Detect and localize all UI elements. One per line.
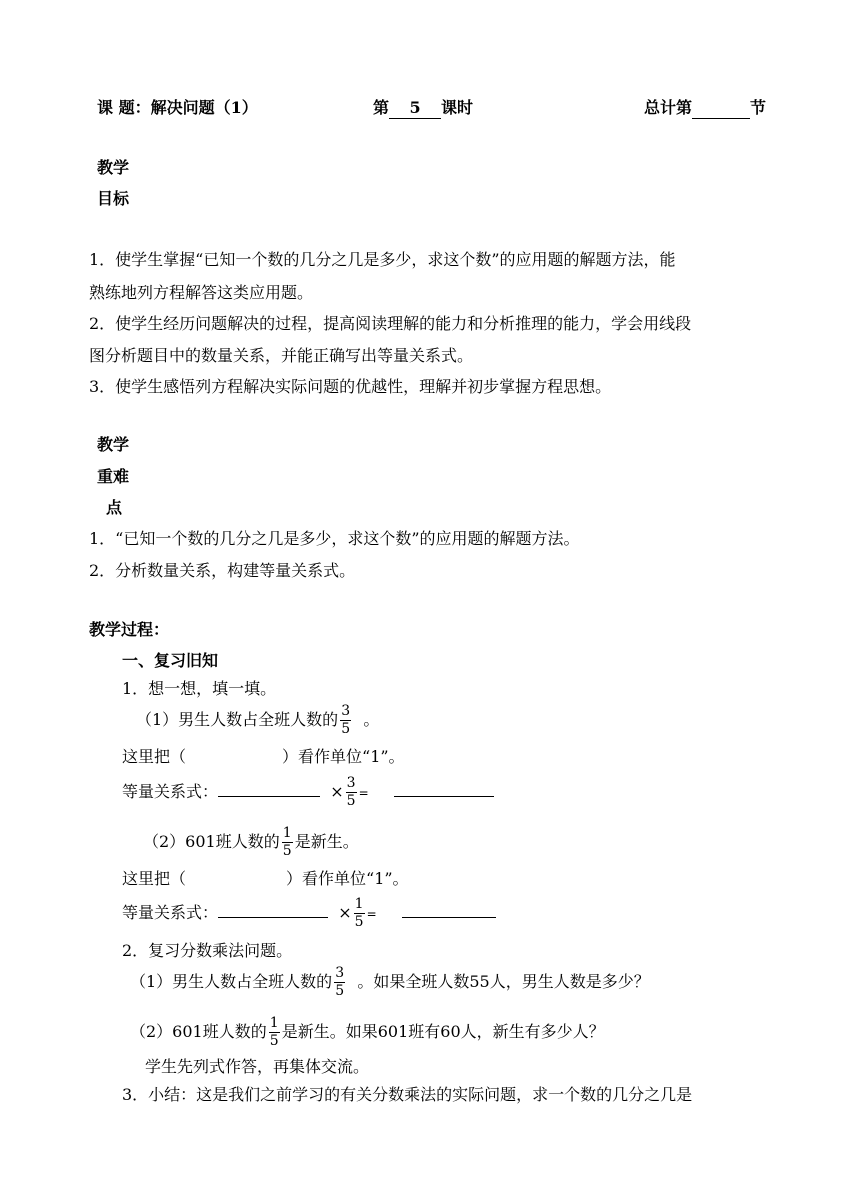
lesson-title: 课 题：解决问题（1）	[97, 98, 258, 117]
q2-unit-prefix: 这里把（	[122, 869, 187, 888]
goals-label-2: 目标	[97, 189, 130, 208]
q1-text: （1）男生人数占全班人数的	[136, 710, 339, 729]
goal-line: 3．使学生感悟列方程解决实际问题的优越性，理解并初步掌握方程思想。	[89, 377, 612, 396]
q2-eq-times: ×	[338, 903, 352, 922]
step3: 3．小结：这是我们之前学习的有关分数乘法的实际问题，求一个数的几分之几是	[122, 1085, 693, 1104]
fraction-denominator: 5	[282, 843, 292, 859]
r2-text: （2）601班人数的	[130, 1022, 267, 1041]
q1-unit-prefix: 这里把（	[122, 747, 187, 766]
q1-eq-equals: =	[358, 786, 369, 800]
q1-eq-times: ×	[330, 782, 344, 801]
q2-unit-line	[122, 868, 409, 890]
keypoints-label-1: 教学	[97, 435, 130, 454]
fraction-denominator: 5	[269, 1033, 279, 1049]
q2-line	[143, 822, 359, 862]
fraction-numerator: 3	[341, 703, 351, 719]
fraction-three-fifths	[346, 776, 357, 809]
period-prefix: 第	[373, 98, 390, 117]
lesson-period	[373, 97, 473, 119]
r1-tail: 。如果全班人数55人，男生人数是多少？	[357, 972, 650, 991]
process-title: 教学过程：	[89, 620, 170, 639]
r2-line	[130, 1012, 605, 1052]
fraction-numerator: 1	[269, 1015, 279, 1031]
q2-eq-label: 等量关系式：	[122, 903, 219, 922]
q1-tail: 。	[363, 710, 380, 729]
q1-equation-line	[122, 772, 494, 813]
total-suffix: 节	[750, 98, 767, 117]
keypoint-line: 2．分析数量关系，构建等量关系式。	[89, 561, 356, 580]
fraction-three-fifths	[340, 704, 351, 737]
r1-text: （1）男生人数占全班人数的	[130, 972, 333, 991]
fraction-denominator: 5	[354, 914, 364, 930]
q1-eq-blank-right	[394, 782, 494, 797]
lesson-total	[644, 97, 766, 119]
fraction-denominator: 5	[335, 983, 345, 999]
keypoint-line: 1．“已知一个数的几分之几是多少，求这个数”的应用题的解题方法。	[89, 529, 580, 548]
q1-eq-label: 等量关系式：	[122, 782, 219, 801]
q2-tail: 是新生。	[294, 832, 359, 851]
q1-unit-line	[122, 746, 405, 768]
total-prefix: 总计第	[644, 98, 693, 117]
r2-tail: 是新生。如果601班有60人，新生有多少人？	[281, 1022, 605, 1041]
fraction-denominator: 5	[346, 793, 356, 809]
fraction-one-fifth	[269, 1016, 280, 1049]
goal-line: 2．使学生经历问题解决的过程，提高阅读理解的能力和分析推理的能力，学会用线段	[89, 314, 692, 333]
fraction-denominator: 5	[341, 721, 351, 737]
keypoints-label-3: 点	[106, 498, 123, 517]
r1-line	[130, 962, 650, 1002]
goal-line: 1．使学生掌握“已知一个数的几分之几是多少，求这个数”的应用题的解题方法，能	[89, 250, 676, 269]
fraction-numerator: 1	[282, 825, 292, 841]
fraction-three-fifths	[334, 966, 345, 999]
fraction-one-fifth	[354, 897, 365, 930]
goal-line: 熟练地列方程解答这类应用题。	[89, 283, 314, 302]
section1-title: 一、复习旧知	[122, 651, 219, 670]
fraction-numerator: 3	[335, 965, 345, 981]
r-note: 学生先列式作答，再集体交流。	[145, 1057, 370, 1076]
q2-unit-suffix: ）看作单位“1”。	[286, 869, 409, 888]
fraction-numerator: 3	[346, 775, 356, 791]
step2: 2．复习分数乘法问题。	[122, 941, 293, 960]
q2-eq-blank-left	[218, 903, 328, 918]
q1-line	[136, 702, 379, 738]
step1: 1．想一想，填一填。	[122, 679, 277, 698]
period-number: 5	[389, 98, 441, 119]
total-blank	[692, 98, 750, 119]
q2-equation-line	[122, 893, 496, 934]
keypoints-label-2: 重难	[97, 467, 130, 486]
goals-label-1: 教学	[97, 158, 130, 177]
period-suffix: 课时	[441, 98, 474, 117]
fraction-numerator: 1	[354, 896, 364, 912]
goal-line: 图分析题目中的数量关系，并能正确写出等量关系式。	[89, 346, 474, 365]
q1-unit-suffix: ）看作单位“1”。	[282, 747, 405, 766]
fraction-one-fifth	[282, 826, 293, 859]
q1-eq-blank-left	[218, 782, 320, 797]
q2-eq-blank-right	[402, 903, 496, 918]
q2-eq-equals: =	[366, 907, 377, 921]
q2-text: （2）601班人数的	[143, 832, 280, 851]
